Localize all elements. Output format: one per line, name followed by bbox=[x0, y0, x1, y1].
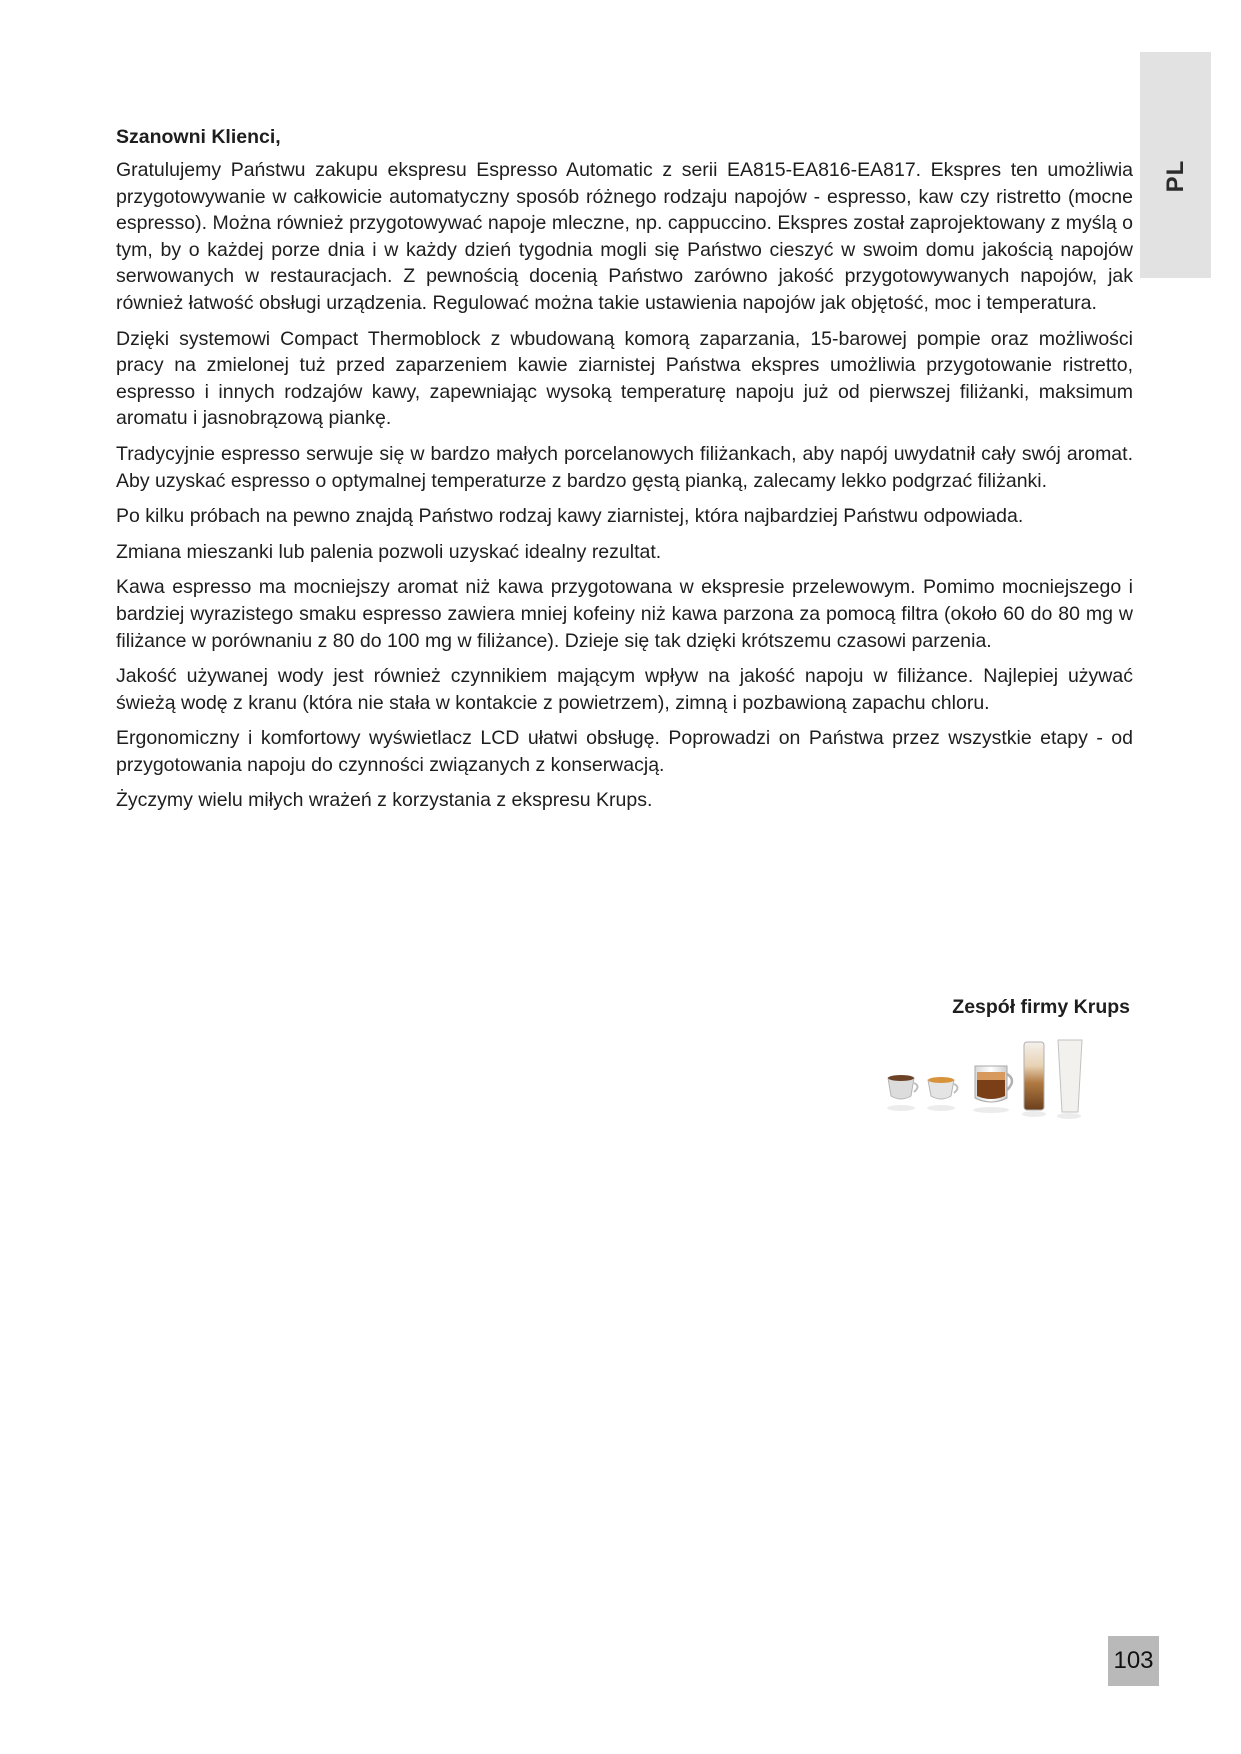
coffee-cups-illustration bbox=[883, 1038, 1128, 1128]
paragraph-trials: Po kilku próbach na pewno znajdą Państwo rodzaj kawy ziarnistej, która najbardziej Państwu odpowiada. bbox=[116, 505, 1024, 528]
espresso-cup-icon bbox=[927, 1077, 958, 1111]
paragraph-lcd: Ergonomiczny i komfortowy wyświetlacz LCD ułatwi obsługę. Poprowadzi on Państwa przez wszystkie etapy - od przygotowania napoju do czynności związanych z konserwacją. bbox=[116, 727, 1133, 776]
paragraph-caffeine: Kawa espresso ma mocniejszy aromat niż kawa przygotowana w ekspresie przelewowym. Pomimo mocniejszego i bardziej wyrazistego smaku espresso zawiera mniej kofeiny niż kawa parzona za pomocą filtra (około 60 do 80 mg w filiżance w porównaniu z 80 do 100 mg w filiżance). Dzieje się tak dzięki krótszemu czasowi parzenia. bbox=[116, 576, 1133, 652]
page-number: 103 bbox=[1108, 1636, 1159, 1686]
cappuccino-glass-icon bbox=[973, 1066, 1012, 1113]
paragraph-tradition: Tradycyjnie espresso serwuje się w bardzo małych porcelanowych filiżankach, aby napój uwydatnił cały swój aromat. Aby uzyskać espresso o optymalnej temperaturze z bardzo gęstą pianką, zalecamy lekko podgrzać filiżanki. bbox=[116, 442, 1133, 492]
latte-glass-icon bbox=[1022, 1042, 1046, 1117]
letter-body bbox=[116, 126, 1133, 823]
language-label: PL bbox=[1162, 159, 1189, 193]
greeting: Szanowni Klienci, bbox=[116, 126, 281, 148]
signature: Zespół firmy Krups bbox=[952, 996, 1130, 1018]
ristretto-cup-icon bbox=[887, 1075, 918, 1111]
paragraph-intro: Gratulujemy Państwu zakupu ekspresu Espresso Automatic z serii EA815-EA816-EA817. Ekspres ten umożliwia przygotowywanie w całkowicie automatyczny sposób różnego rodzaju napojów - espresso, kaw czy ristretto (mocne espresso). Można również przygotowywać napoje mleczne, np. cappuccino. Ekspres został zaprojektowany z myślą o tym, by o każdej porze dnia i w każdy dzień tygodnia mogli się Państwo cieszyć w swoim domu jakością napojów serwowanych w restauracjach. Z pewnością docenią Państwo zarówno jakość przygotowywanych napojów, jak również łatwość obsługi urządzenia. Regulować można takie ustawienia napojów jak objętość, moc i temperatura. bbox=[116, 159, 1133, 314]
paragraph-water: Jakość używanej wody jest również czynnikiem mającym wpływ na jakość napoju w filiżance. Najlepiej używać świeżą wodę z kranu (która nie stała w kontakcie z powietrzem), zimną i pozbawioną zapachu chloru. bbox=[116, 665, 1133, 714]
paragraph-wishes: Życzymy wielu miłych wrażeń z korzystania z ekspresu Krups. bbox=[116, 789, 653, 812]
paragraph-thermoblock: Dzięki systemowi Compact Thermoblock z wbudowaną komorą zaparzania, 15-barowej pompie oraz możliwości pracy na zmielonej tuż przed zaparzeniem kawie ziarnistej Państwa ekspres umożliwia przygotowanie ristretto, espresso i innych rodzajów kawy, zapewniając wysoką temperaturę napoju już od pierwszej filiżanki, maksimum aromatu i jasnobrązową piankę. bbox=[116, 327, 1133, 430]
milk-glass-icon bbox=[1057, 1040, 1082, 1119]
paragraph-blend: Zmiana mieszanki lub palenia pozwoli uzyskać idealny rezultat. bbox=[116, 540, 662, 563]
